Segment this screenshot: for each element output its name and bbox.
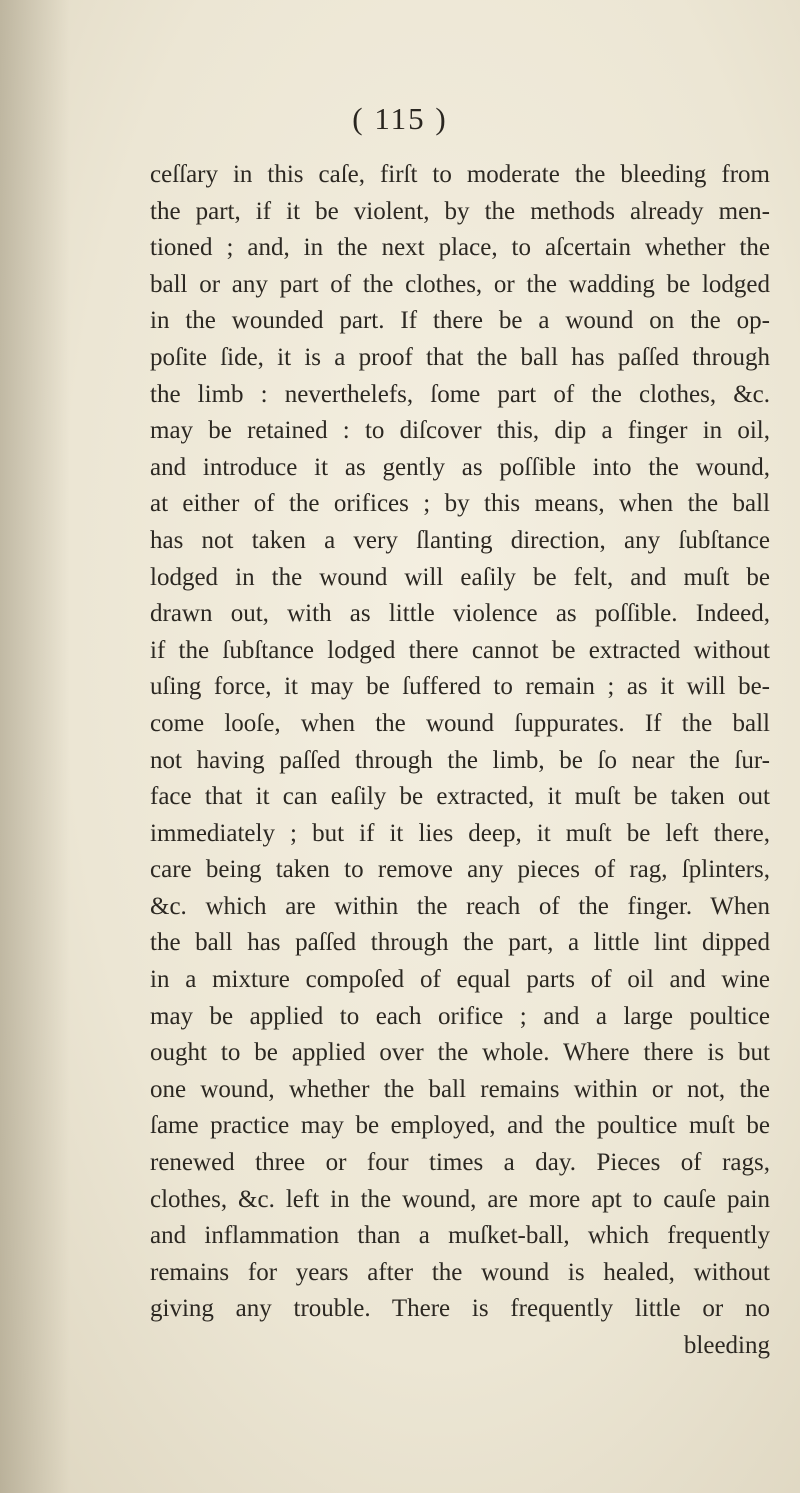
page-gutter-shadow [0, 0, 70, 1493]
text-line: in a mixture compoſed of equal parts of oil and wine [150, 966, 770, 994]
text-line: uſing force, it may be ſuffered to remain ; as it will be- [150, 673, 770, 701]
text-line: at either of the orifices ; by this means, when the ball [150, 490, 770, 518]
text-line: not having paſſed through the limb, be ſo near the ſur- [150, 746, 770, 774]
text-line: giving any trouble. There is frequently little or no [150, 1295, 770, 1323]
text-line: may be retained : to diſcover this, dip a finger in oil, [150, 417, 770, 445]
text-line: and inflammation than a muſket-ball, which frequently [150, 1222, 770, 1250]
text-line: the ball has paſſed through the part, a little lint dipped [150, 929, 770, 957]
text-line: if the ſubſtance lodged there cannot be extracted without [150, 636, 770, 664]
text-line: and introduce it as gently as poſſible into the wound, [150, 453, 770, 481]
text-line: come looſe, when the wound ſuppurates. If the ball [150, 709, 770, 737]
page-number: ( 115 ) [352, 101, 448, 136]
text-line: may be applied to each orifice ; and a large poultice [150, 1002, 770, 1030]
text-line: ſame practice may be employed, and the poultice muſt be [150, 1112, 770, 1140]
text-line: drawn out, with as little violence as poſſible. Indeed, [150, 600, 770, 628]
text-line: care being taken to remove any pieces of rag, ſplinters, [150, 856, 770, 884]
text-line: ought to be applied over the whole. Where there is but [150, 1039, 770, 1067]
text-line: clothes, &c. left in the wound, are more apt to cauſe pain [150, 1185, 770, 1213]
text-line: ball or any part of the clothes, or the wadding be lodged [150, 270, 770, 298]
text-line: renewed three or four times a day. Pieces of rags, [150, 1149, 770, 1177]
body-text [150, 157, 770, 1365]
text-line: ceſſary in this caſe, firſt to moderate the bleeding from [150, 161, 770, 188]
text-line: lodged in the wound will eaſily be felt, and muſt be [150, 563, 770, 591]
text-line: tioned ; and, in the next place, to aſcertain whether the [150, 234, 770, 262]
text-line: the limb : neverthelefs, ſome part of the clothes, &c. [150, 380, 770, 408]
text-line: remains for years after the wound is healed, without [150, 1258, 770, 1286]
text-line: &c. which are within the reach of the finger. When [150, 892, 770, 920]
text-line: immediately ; but if it lies deep, it muſt be left there, [150, 819, 770, 847]
text-line: face that it can eaſily be extracted, it muſt be taken out [150, 783, 770, 811]
text-line: one wound, whether the ball remains within or not, the [150, 1075, 770, 1103]
text-line: poſite ſide, it is a proof that the ball has paſſed through [150, 343, 770, 371]
text-line: in the wounded part. If there be a wound on the op- [150, 307, 770, 335]
text-line: has not taken a very ſlanting direction, any ſubſtance [150, 526, 770, 554]
text-line: the part, if it be violent, by the methods already men- [150, 197, 770, 225]
catchword: bleeding [683, 1332, 770, 1359]
